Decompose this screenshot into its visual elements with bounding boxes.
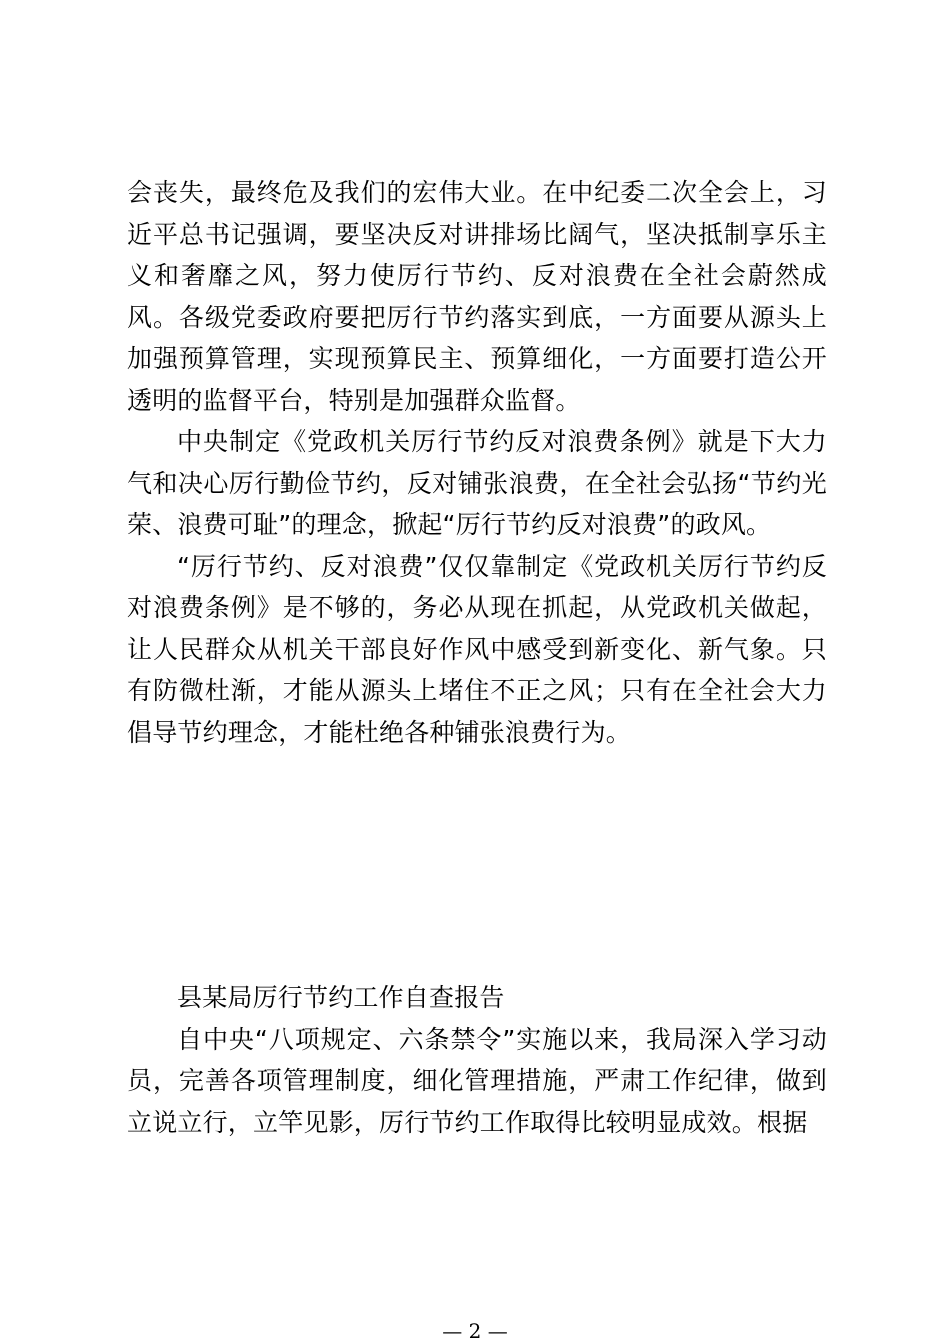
page-number: — 2 — bbox=[442, 1319, 508, 1343]
body-text-top bbox=[127, 172, 827, 753]
report-intro-paragraph: 自中央“八项规定、六条禁令”实施以来，我局深入学习动员，完善各项管理制度，细化管理措施，严肃工作纪律，做到立说立行，立竿见影，厉行节约工作取得比较明显成效。根据 bbox=[127, 1024, 827, 1137]
paragraph-regulation: 中央制定《党政机关厉行节约反对浪费条例》就是下大力气和决心厉行勤俭节约，反对铺张浪费，在全社会弘扬“节约光荣、浪费可耻”的理念，掀起“厉行节约反对浪费”的政风。 bbox=[127, 427, 827, 539]
report-section bbox=[127, 977, 827, 1143]
paragraph-continuation: 会丧失，最终危及我们的宏伟大业。在中纪委二次全会上，习近平总书记强调，要坚决反对讲排场比阔气，坚决抵制享乐主义和奢靡之风，努力使厉行节约、反对浪费在全社会蔚然成风。各级党委政府要把厉行节约落实到底，一方面要从源头上加强预算管理，实现预算民主、预算细化，一方面要打造公开透明的监督平台，特别是加强群众监督。 bbox=[127, 178, 827, 415]
report-title: 县某局厉行节约工作自查报告 bbox=[177, 983, 505, 1012]
paragraph-implementation: “厉行节约、反对浪费”仅仅靠制定《党政机关厉行节约反对浪费条例》是不够的，务必从现在抓起，从党政机关做起，让人民群众从机关干部良好作风中感受到新变化、新气象。只有防微杜渐，才能从源头上堵住不正之风；只有在全社会大力倡导节约理念，才能杜绝各种铺张浪费行为。 bbox=[127, 551, 827, 747]
